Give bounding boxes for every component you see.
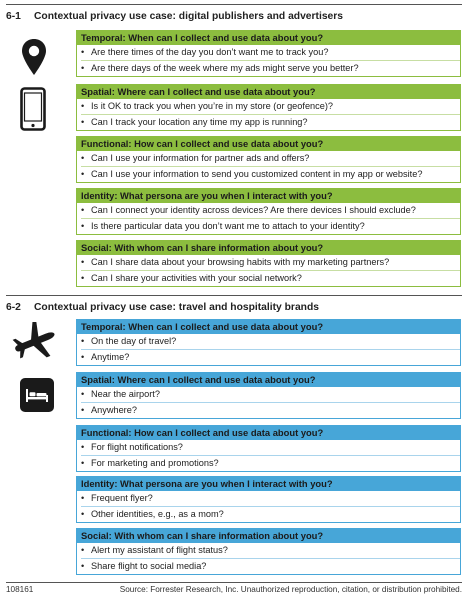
card-functional [76, 136, 461, 183]
section-2-number: 6-2 [6, 302, 21, 313]
hotel-bed-icon [20, 378, 54, 417]
card-heading: Social: With whom can I share information about you? [77, 528, 460, 543]
card-temporal [76, 30, 461, 77]
list-item: • Can I share data about your browsing habits with my marketing partners? [81, 257, 390, 267]
card-heading: Identity: What persona are you when I interact with you? [77, 188, 460, 203]
list-item: • Near the airport? [81, 389, 160, 399]
card-functional [76, 425, 461, 472]
list-item: • Can I share your activities with your social network? [81, 273, 302, 283]
list-item: • Is it OK to track you when you’re in my store (or geofence)? [81, 101, 334, 111]
card-heading: Functional: How can I collect and use data about you? [77, 425, 460, 440]
card-heading: Social: With whom can I share information about you? [77, 240, 460, 255]
list-item: • On the day of travel? [81, 336, 177, 346]
list-item: • Frequent flyer? [81, 493, 153, 503]
section-2-top-rule [6, 295, 462, 296]
list-item: • For flight notifications? [81, 442, 183, 452]
card-social [76, 240, 461, 287]
card-spatial [76, 84, 461, 131]
card-social [76, 528, 461, 575]
source-note: Source: Forrester Research, Inc. Unauthorized reproduction, citation, or distribution prohibited. [119, 585, 462, 594]
list-item: • Other identities, e.g., as a mom? [81, 509, 224, 519]
card-identity [76, 476, 461, 523]
location-pin-icon [21, 38, 47, 81]
section-1-number: 6-1 [6, 11, 21, 22]
airplane-icon [10, 322, 58, 367]
section-1-title [6, 11, 343, 22]
list-item: • Can I use your information to send you customized content in my app or website? [81, 169, 423, 179]
card-spatial [76, 372, 461, 419]
footer-rule [6, 582, 462, 583]
section-2-title [6, 302, 319, 313]
card-heading: Spatial: Where can I collect and use data about you? [77, 372, 460, 387]
list-item: • Are there days of the week where my ads might serve you better? [81, 63, 359, 73]
list-item: • For marketing and promotions? [81, 458, 219, 468]
card-temporal [76, 319, 461, 366]
list-item: • Can I use your information for partner ads and offers? [81, 153, 310, 163]
list-item: • Anytime? [81, 352, 130, 362]
list-item: • Share flight to social media? [81, 561, 207, 571]
section-2-title-text: Contextual privacy use case: travel and hospitality brands [34, 302, 319, 313]
smartphone-icon [20, 87, 46, 136]
list-item: • Anywhere? [81, 405, 137, 415]
section-1-top-rule [6, 4, 462, 5]
section-1-title-text: Contextual privacy use case: digital publishers and advertisers [34, 11, 344, 22]
list-item: • Is there particular data you don’t want me to attach to your identity? [81, 221, 365, 231]
list-item: • Can I connect your identity across devices? Are there devices I should exclude? [81, 205, 416, 215]
figure-id: 108161 [6, 585, 34, 594]
card-heading: Functional: How can I collect and use data about you? [77, 136, 460, 151]
card-identity [76, 188, 461, 235]
card-heading: Spatial: Where can I collect and use data about you? [77, 84, 460, 99]
list-item: • Are there times of the day you don’t want me to track you? [81, 47, 329, 57]
card-heading: Temporal: When can I collect and use data about you? [77, 30, 460, 45]
card-heading: Temporal: When can I collect and use data about you? [77, 319, 460, 334]
list-item: • Alert my assistant of flight status? [81, 545, 228, 555]
list-item: • Can I track your location any time my app is running? [81, 117, 308, 127]
card-heading: Identity: What persona are you when I interact with you? [77, 476, 460, 491]
